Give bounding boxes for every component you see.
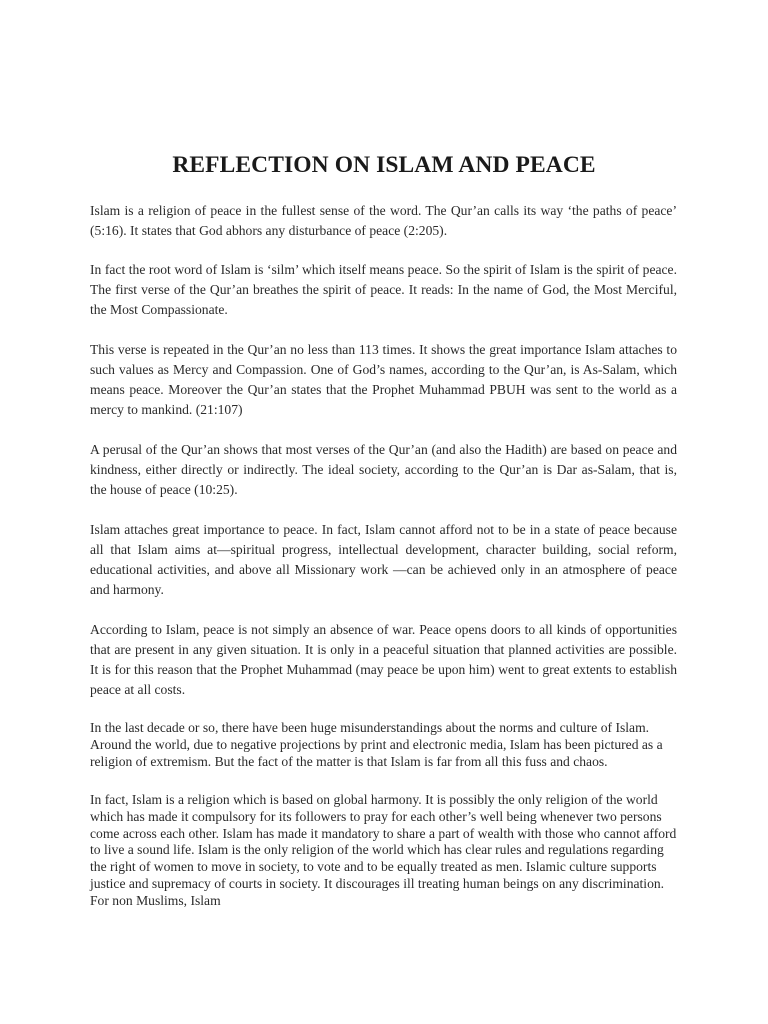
paragraph-2: In fact the root word of Islam is ‘silm’ which itself means peace. So the spirit of Islam is the spirit of peace. The first verse of the Qur’an breathes the spirit of peace. It reads: In the name of God, the Most Merciful, the Most Compassionate. [90,262,677,317]
paragraph-5: Islam attaches great importance to peace. In fact, Islam cannot afford not to be in a state of peace because all that Islam aims at—spiritual progress, intellectual development, character building, social reform, educational activities, and above all Missionary work —can be achieved only in an atmosphere of peace and harmony. [90,522,677,597]
paragraph-1: Islam is a religion of peace in the fullest sense of the word. The Qur’an calls its way ‘the paths of peace’ (5:16). It states that God abhors any disturbance of peace (2:205). [90,203,677,238]
document-title: REFLECTION ON ISLAM AND PEACE [172,152,596,178]
paragraph-4: A perusal of the Qur’an shows that most verses of the Qur’an (and also the Hadith) are based on peace and kindness, either directly or indirectly. The ideal society, according to the Qur’an is Dar as-Salam, that is, the house of peace (10:25). [90,442,677,497]
paragraph-6: According to Islam, peace is not simply an absence of war. Peace opens doors to all kinds of opportunities that are present in any given situation. It is only in a peaceful situation that planned activities are possible. It is for this reason that the Prophet Muhammad (may peace be upon him) went to great extents to establish peace at all costs. [90,622,677,697]
paragraph-7: In the last decade or so, there have been huge misunderstandings about the norms and culture of Islam. Around the world, due to negative projections by print and electronic media, Islam has been pictured as a religion of extremism. But the fact of the matter is that Islam is far from all this fuss and chaos. [90,720,663,769]
paragraph-8: In fact, Islam is a religion which is based on global harmony. It is possibly the only religion of the world which has made it compulsory for its followers to pray for each other’s well being whenever two persons come across each other. Islam has made it mandatory to share a part of wealth with those who cannot afford to live a sound life. Islam is the only religion of the world which has clear rules and regulations regarding the right of women to move in society, to vote and to be equally treated as men. Islamic culture supports justice and supremacy of courts in society. It discourages ill treating human beings on any discrimination. For non Muslims, Islam [90,792,677,908]
paragraph-3: This verse is repeated in the Qur’an no less than 113 times. It shows the great importance Islam attaches to such values as Mercy and Compassion. One of God’s names, according to the Qur’an, is As-Salam, which means peace. Moreover the Qur’an states that the Prophet Muhammad PBUH was sent to the world as a mercy to mankind. (21:107) [90,342,677,417]
